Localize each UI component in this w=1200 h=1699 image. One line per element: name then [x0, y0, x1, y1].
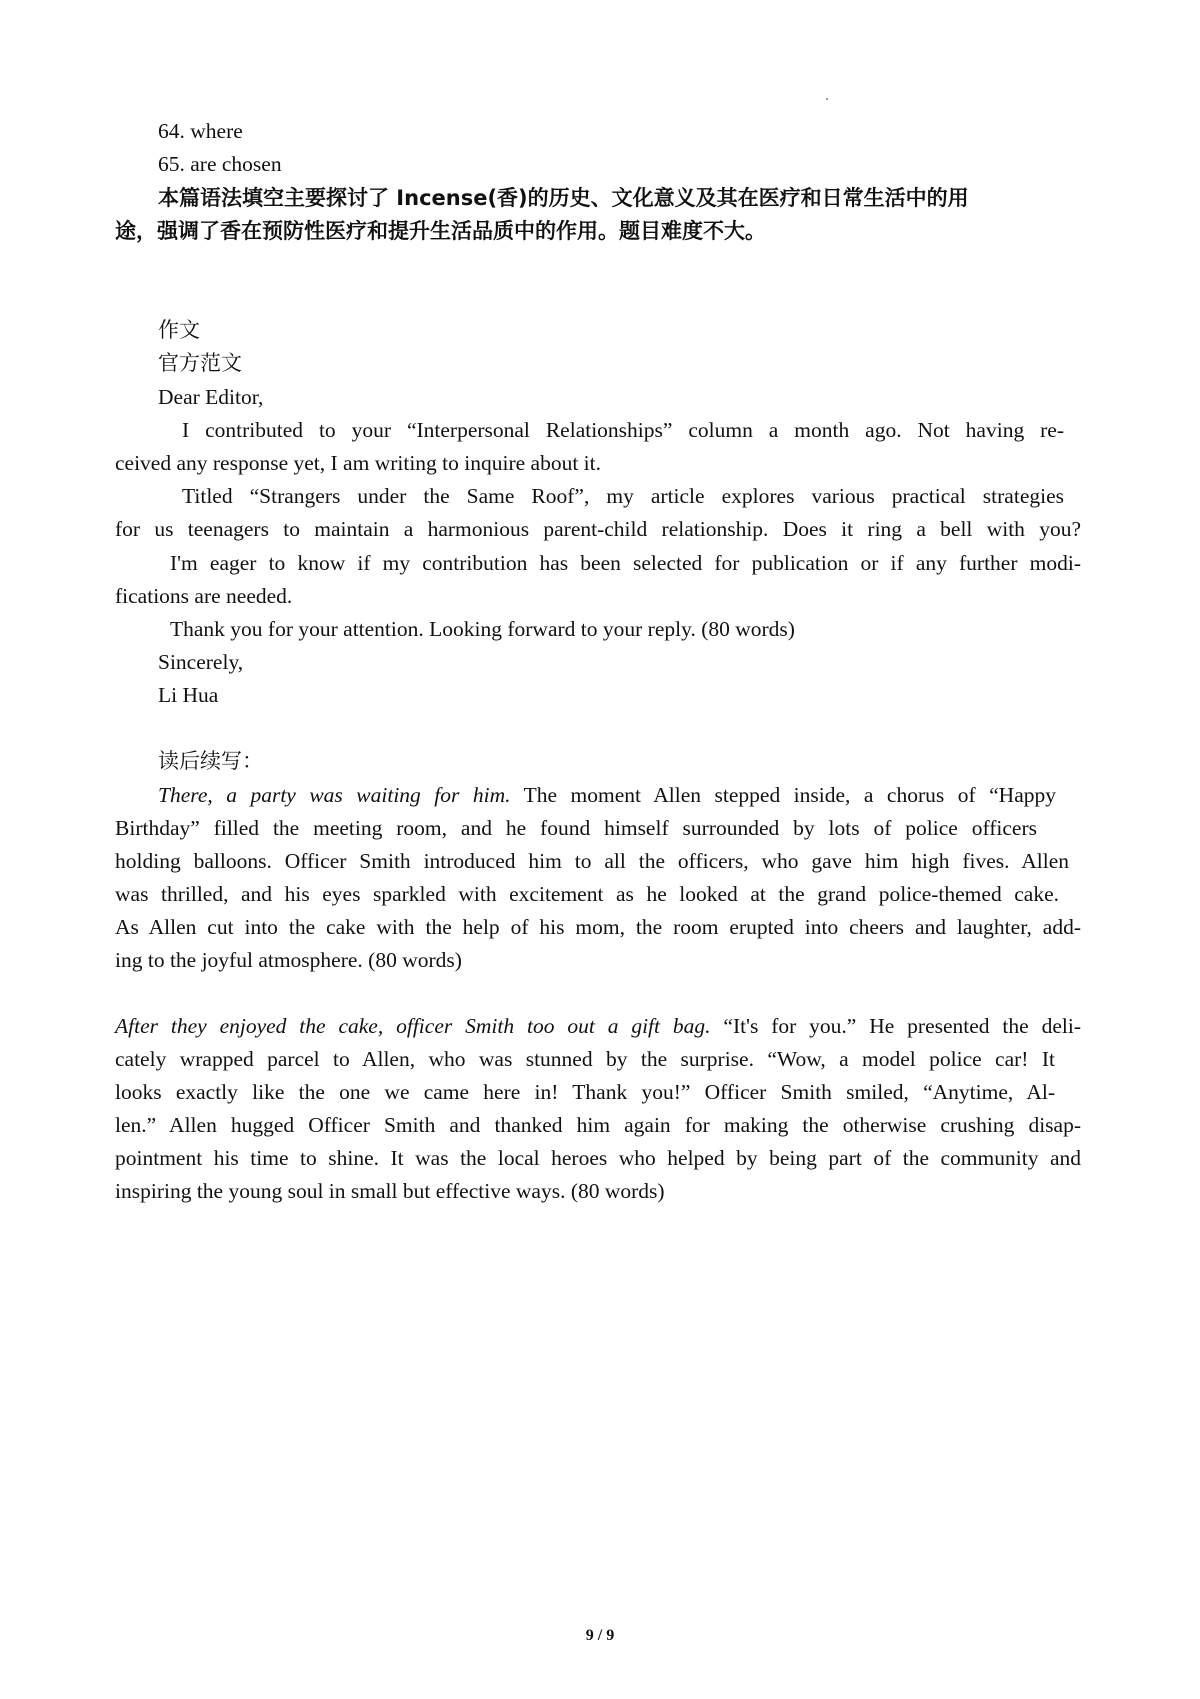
letter-p2-line-2: for us teenagers to maintain a harmonious parent-child relationship. Does it ring a bell with you?	[115, 517, 1081, 541]
continuation-p2-line-5: pointment his time to shine. It was the local heroes who helped by being part of the community and	[115, 1146, 1081, 1170]
letter-p1-line-2: ceived any response yet, I am writing to inquire about it.	[115, 451, 602, 475]
continuation-p2-intro: After they enjoyed the cake, officer Smith too out a gift bag.	[115, 1014, 711, 1038]
continuation-p1-line-3: holding balloons. Officer Smith introduced him to all the officers, who gave him high fives. Allen	[115, 849, 1069, 873]
continuation-p2-line-4: len.” Allen hugged Officer Smith and thanked him again for making the otherwise crushing disap-	[115, 1113, 1081, 1137]
continuation-p2-line-2: cately wrapped parcel to Allen, who was stunned by the surprise. “Wow, a model police car! It	[115, 1047, 1055, 1071]
writing-subheading: 官方范文	[158, 351, 242, 375]
summary-line-2: 途，强调了香在预防性医疗和提升生活品质中的作用。题目难度不大。	[115, 219, 766, 243]
scan-dot	[826, 98, 828, 100]
letter-signature: Li Hua	[158, 683, 219, 707]
letter-salutation: Dear Editor,	[158, 385, 264, 409]
answer-65: 65. are chosen	[158, 152, 282, 176]
continuation-p1-line-1-text: The moment Allen stepped inside, a chorus of “Happy	[510, 783, 1056, 807]
continuation-heading: 读后续写：	[158, 749, 263, 773]
continuation-p1-line-1	[158, 783, 1056, 809]
continuation-p1-line-5: As Allen cut into the cake with the help of his mom, the room erupted into cheers and laughter, add-	[115, 915, 1081, 939]
answer-64: 64. where	[158, 119, 243, 143]
letter-p1-line-1: I contributed to your “Interpersonal Relationships” column a month ago. Not having re-	[182, 418, 1064, 442]
continuation-p2-line-6: inspiring the young soul in small but effective ways. (80 words)	[115, 1179, 665, 1203]
continuation-p1-line-6: ing to the joyful atmosphere. (80 words)	[115, 948, 462, 972]
summary-line-1: 本篇语法填空主要探讨了 Incense(香)的历史、文化意义及其在医疗和日常生活中的用	[158, 186, 969, 210]
continuation-p2-line-3: looks exactly like the one we came here in! Thank you!” Officer Smith smiled, “Anytime, Al-	[115, 1080, 1055, 1104]
continuation-p1-intro: There, a party was waiting for him.	[158, 783, 511, 807]
letter-p3-line-1: I'm eager to know if my contribution has been selected for publication or if any further modi-	[170, 551, 1081, 575]
letter-p3-line-2: fications are needed.	[115, 584, 293, 608]
letter-p4: Thank you for your attention. Looking forward to your reply. (80 words)	[170, 617, 795, 641]
writing-heading: 作文	[158, 318, 200, 342]
letter-closing: Sincerely,	[158, 650, 244, 674]
continuation-p2-line-1-text: “It's for you.” He presented the deli-	[710, 1014, 1081, 1038]
continuation-p1-line-2: Birthday” filled the meeting room, and he found himself surrounded by lots of police officers	[115, 816, 1037, 840]
continuation-p2-line-1	[115, 1014, 1081, 1040]
letter-p2-line-1: Titled “Strangers under the Same Roof”, my article explores various practical strategies	[182, 484, 1064, 508]
page-number: 9 / 9	[585, 1627, 615, 1644]
continuation-p1-line-4: was thrilled, and his eyes sparkled with excitement as he looked at the grand police-themed cake.	[115, 882, 1059, 906]
